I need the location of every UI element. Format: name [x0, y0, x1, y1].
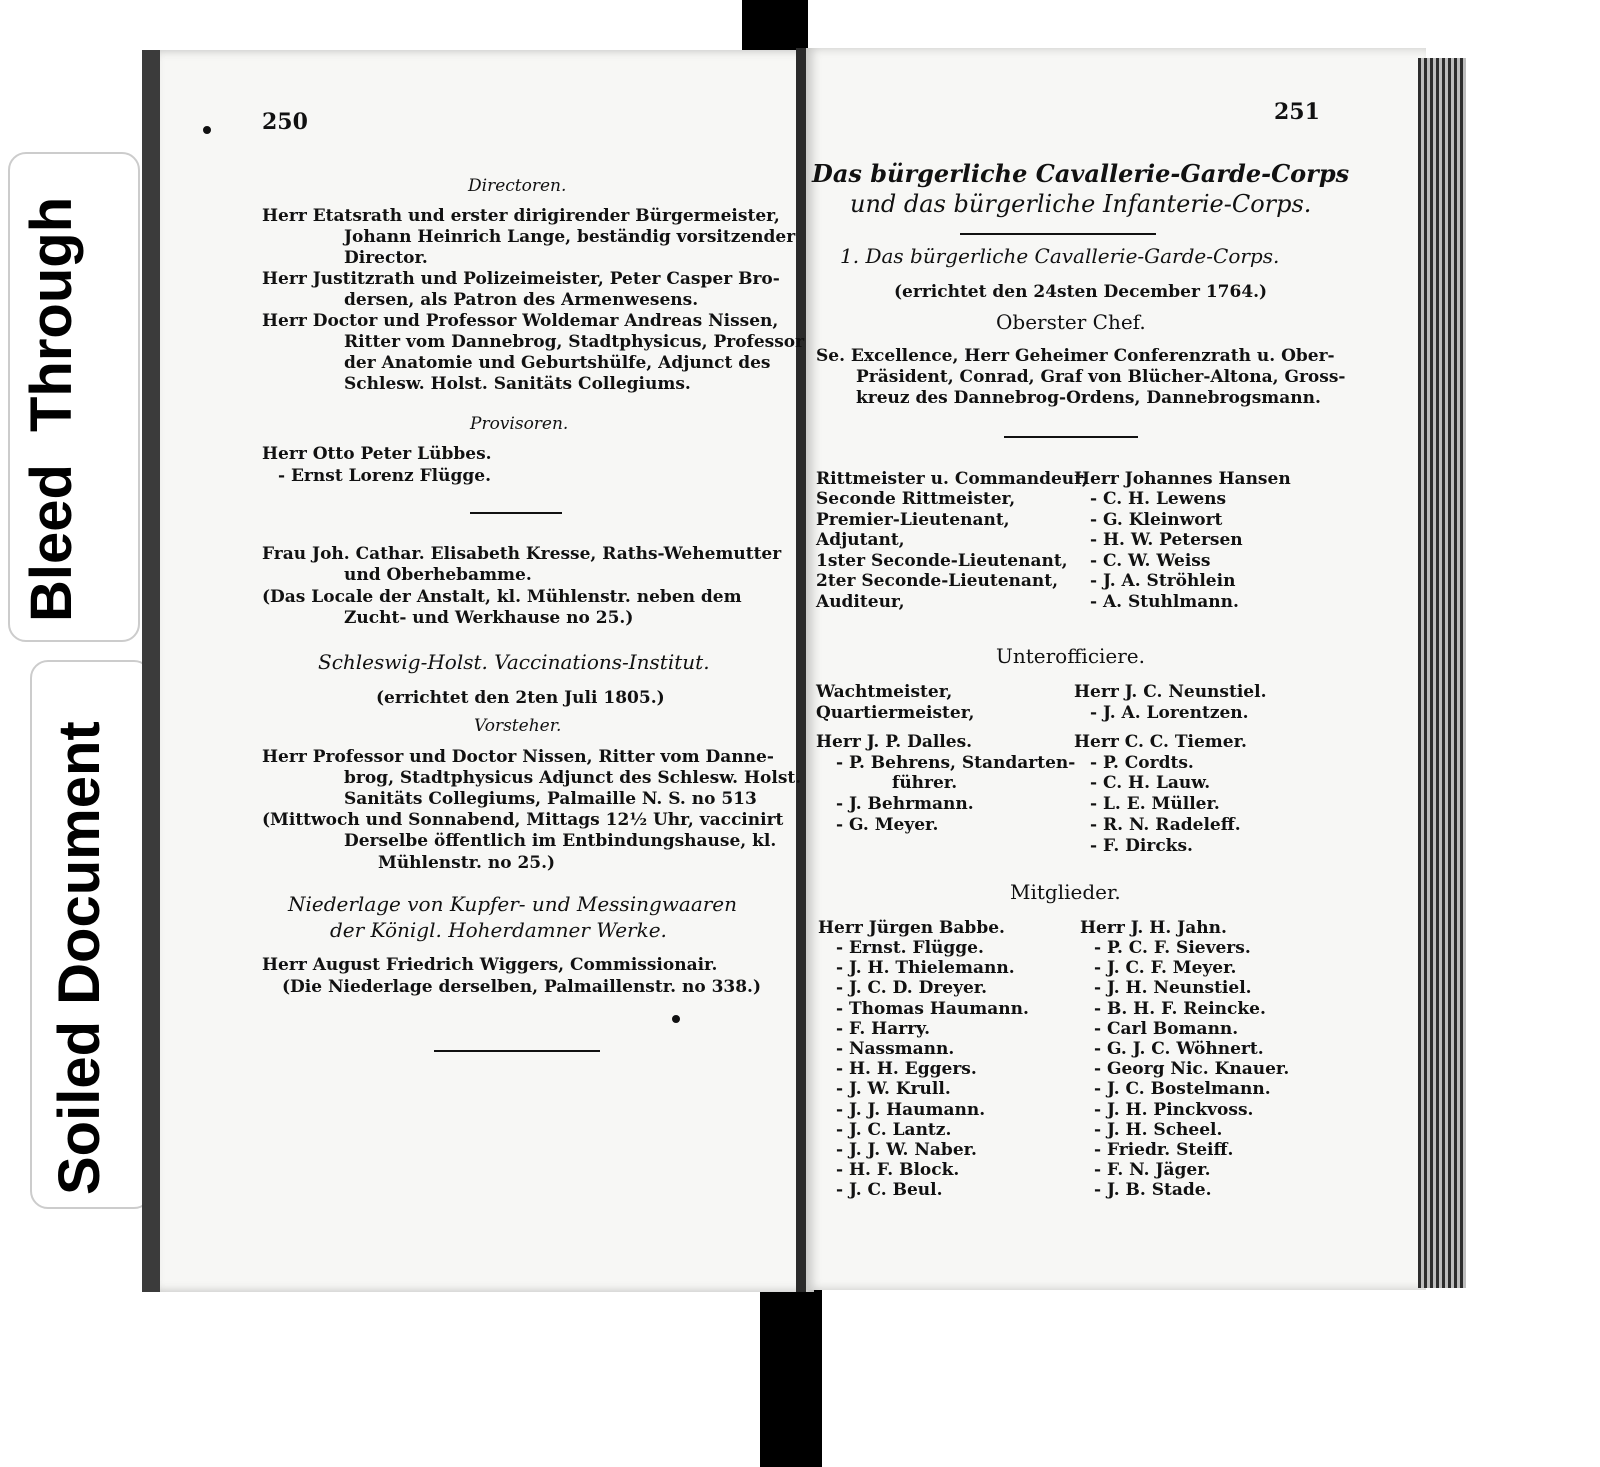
- soiled-document-label: Soiled Document: [47, 721, 112, 1195]
- member-right: Herr J. H. Jahn.: [1080, 918, 1227, 938]
- directors-line: Herr Doctor und Professor Woldemar Andreas Nissen,: [262, 311, 779, 331]
- officer-name: - C. W. Weiss: [1090, 551, 1211, 571]
- corps-title: Das bürgerliche Cavallerie-Garde-Corps: [812, 159, 1350, 188]
- vaccination-line: Mühlenstr. no 25.): [378, 853, 556, 873]
- ink-spot: [672, 1015, 680, 1023]
- nco-right-item: - P. Cordts.: [1090, 753, 1194, 773]
- member-right: - Friedr. Steiff.: [1094, 1140, 1234, 1160]
- member-right: - Carl Bomann.: [1094, 1019, 1239, 1039]
- warehouse-line: (Die Niederlage derselben, Palmaillenstr. no 338.): [282, 977, 762, 997]
- page-edges: [1418, 58, 1466, 1288]
- member-left: - J. H. Thielemann.: [836, 958, 1015, 978]
- provisor-line: Herr Otto Peter Lübbes.: [262, 444, 492, 464]
- warehouse-heading: Niederlage von Kupfer- und Messingwaaren: [288, 892, 738, 916]
- officer-rank: Premier-Lieutenant,: [816, 510, 1010, 530]
- member-left: - F. Harry.: [836, 1019, 931, 1039]
- nco-right-item: - C. H. Lauw.: [1090, 773, 1211, 793]
- ink-spot: [203, 126, 211, 134]
- chief-heading: Oberster Chef.: [996, 310, 1146, 334]
- member-right: - B. H. F. Reincke.: [1094, 999, 1266, 1019]
- member-right: - J. H. Scheel.: [1094, 1120, 1223, 1140]
- midwife-line: Frau Joh. Cathar. Elisabeth Kresse, Raths-Wehemutter: [262, 544, 782, 564]
- nco-right-item: - L. E. Müller.: [1090, 794, 1220, 814]
- officer-rank: Seconde Rittmeister,: [816, 489, 1016, 509]
- officer-rank: 2ter Seconde-Lieutenant,: [816, 571, 1059, 591]
- section-founded: (errichtet den 24sten December 1764.): [894, 282, 1268, 302]
- member-left: - J. J. Haumann.: [836, 1100, 986, 1120]
- vaccination-founded: (errichtet den 2ten Juli 1805.): [376, 688, 665, 708]
- directors-line: Johann Heinrich Lange, beständig vorsitzender: [344, 227, 796, 247]
- member-left: - H. H. Eggers.: [836, 1059, 977, 1079]
- vaccination-line: brog, Stadtphysicus Adjunct des Schlesw. Holst.: [344, 768, 802, 788]
- member-right: - J. H. Neunstiel.: [1094, 978, 1252, 998]
- directors-line: Herr Etatsrath und erster dirigirender Bürgermeister,: [262, 206, 780, 226]
- vaccination-subheading: Vorsteher.: [474, 716, 562, 736]
- officer-name: - A. Stuhlmann.: [1090, 592, 1239, 612]
- vaccination-line: Herr Professor und Doctor Nissen, Ritter vom Danne-: [262, 747, 774, 767]
- bleed-label: Bleed: [19, 464, 84, 622]
- warehouse-heading: der Königl. Hoherdamner Werke.: [330, 918, 667, 942]
- nco-right-item: - F. Dircks.: [1090, 836, 1193, 856]
- book-gutter: [796, 48, 806, 1292]
- officer-name: - C. H. Lewens: [1090, 489, 1227, 509]
- member-left: - Thomas Haumann.: [836, 999, 1029, 1019]
- vaccination-line: Sanitäts Collegiums, Palmaille N. S. no 513: [344, 789, 757, 809]
- member-left: - J. W. Krull.: [836, 1079, 951, 1099]
- member-left: - H. F. Block.: [836, 1160, 960, 1180]
- member-right: - G. J. C. Wöhnert.: [1094, 1039, 1264, 1059]
- member-left: - Nassmann.: [836, 1039, 955, 1059]
- member-right: - J. C. Bostelmann.: [1094, 1079, 1271, 1099]
- separator-rule: [434, 1050, 600, 1052]
- member-left: - J. C. Lantz.: [836, 1120, 952, 1140]
- nco-name: - J. A. Lorentzen.: [1090, 703, 1249, 723]
- warehouse-line: Herr August Friedrich Wiggers, Commissionair.: [262, 955, 718, 975]
- nco-left-item: - J. Behrmann.: [836, 794, 974, 814]
- nco-right-item: Herr C. C. Tiemer.: [1074, 732, 1247, 752]
- nco-left-item: Herr J. P. Dalles.: [816, 732, 973, 752]
- officer-name: Herr Johannes Hansen: [1074, 469, 1291, 489]
- officer-name: - J. A. Ströhlein: [1090, 571, 1236, 591]
- member-right: - Georg Nic. Knauer.: [1094, 1059, 1290, 1079]
- member-left: - J. C. D. Dreyer.: [836, 978, 988, 998]
- member-left: - Ernst. Flügge.: [836, 938, 984, 958]
- nco-left-item: - G. Meyer.: [836, 815, 939, 835]
- vaccination-line: (Mittwoch und Sonnabend, Mittags 12½ Uhr, vaccinirt: [262, 810, 784, 830]
- binding-strip-bottom: [760, 1290, 822, 1467]
- corps-subtitle: und das bürgerliche Infanterie-Corps.: [850, 190, 1312, 218]
- directors-line: Schlesw. Holst. Sanitäts Collegiums.: [344, 374, 691, 394]
- directors-line: Herr Justitzrath und Polizeimeister, Peter Casper Bro-: [262, 269, 780, 289]
- right-page-number: 251: [1274, 99, 1320, 125]
- officer-rank: Adjutant,: [816, 530, 905, 550]
- directors-line: Director.: [344, 248, 428, 268]
- directors-line: der Anatomie und Geburtshülfe, Adjunct des: [344, 353, 771, 373]
- through-label: Through: [19, 196, 84, 432]
- nco-right-item: - R. N. Radeleff.: [1090, 815, 1241, 835]
- member-left: - J. C. Beul.: [836, 1180, 943, 1200]
- separator-rule: [1004, 436, 1138, 438]
- directors-line: dersen, als Patron des Armenwesens.: [344, 290, 699, 310]
- nco-rank: Quartiermeister,: [816, 703, 975, 723]
- left-page-number: 250: [262, 109, 308, 135]
- vaccination-heading: Schleswig-Holst. Vaccinations-Institut.: [318, 650, 710, 674]
- chief-line: kreuz des Dannebrog-Ordens, Dannebrogsmann.: [856, 388, 1321, 408]
- chief-line: Se. Excellence, Herr Geheimer Conferenzrath u. Ober-: [816, 346, 1335, 366]
- nco-left-item: - P. Behrens, Standarten-: [836, 753, 1076, 773]
- member-left: - J. J. W. Naber.: [836, 1140, 977, 1160]
- officer-rank: 1ster Seconde-Lieutenant,: [816, 551, 1068, 571]
- nco-rank: Wachtmeister,: [816, 682, 953, 702]
- midwife-line: Zucht- und Werkhause no 25.): [344, 608, 634, 628]
- officer-name: - G. Kleinwort: [1090, 510, 1223, 530]
- officer-name: - H. W. Petersen: [1090, 530, 1243, 550]
- separator-rule: [470, 512, 562, 514]
- nco-name: Herr J. C. Neunstiel.: [1074, 682, 1267, 702]
- midwife-line: (Das Locale der Anstalt, kl. Mühlenstr. neben dem: [262, 587, 742, 607]
- provisor-line: - Ernst Lorenz Flügge.: [278, 466, 491, 486]
- member-right: - J. H. Pinckvoss.: [1094, 1100, 1254, 1120]
- vaccination-line: Derselbe öffentlich im Entbindungshause, kl.: [344, 831, 777, 851]
- member-right: - J. B. Stade.: [1094, 1180, 1212, 1200]
- member-right: - J. C. F. Meyer.: [1094, 958, 1237, 978]
- member-right: - F. N. Jäger.: [1094, 1160, 1211, 1180]
- member-left: Herr Jürgen Babbe.: [818, 918, 1005, 938]
- member-right: - P. C. F. Sievers.: [1094, 938, 1251, 958]
- nco-heading: Unterofficiere.: [996, 644, 1146, 668]
- midwife-line: und Oberhebamme.: [344, 565, 532, 585]
- officer-rank: Auditeur,: [816, 592, 905, 612]
- officer-rank: Rittmeister u. Commandeur,: [816, 469, 1088, 489]
- provisors-heading: Provisoren.: [470, 414, 569, 434]
- members-heading: Mitglieder.: [1010, 880, 1121, 904]
- section-title: 1. Das bürgerliche Cavallerie-Garde-Corps.: [840, 244, 1280, 268]
- chief-line: Präsident, Conrad, Graf von Blücher-Altona, Gross-: [856, 367, 1346, 387]
- separator-rule: [960, 233, 1156, 235]
- directors-line: Ritter vom Dannebrog, Stadtphysicus, Professor: [344, 332, 805, 352]
- directors-heading: Directoren.: [468, 176, 567, 196]
- nco-left-item: führer.: [892, 773, 958, 793]
